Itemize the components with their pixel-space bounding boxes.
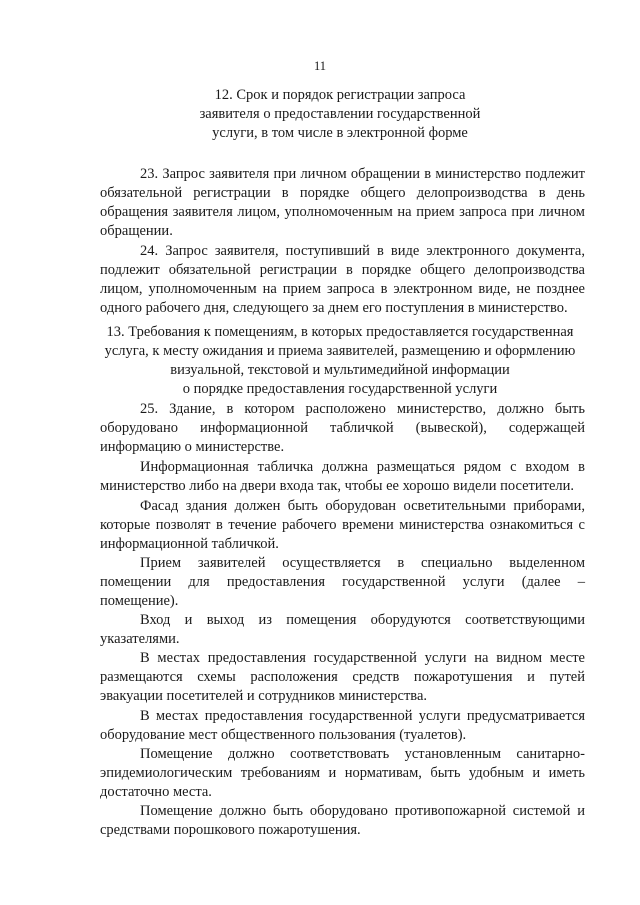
text-line: помещение). — [100, 593, 179, 609]
text-line: министерство либо на двери входа так, чтобы ее хорошо видели посетители. — [100, 478, 575, 494]
text-line: информационной табличкой. — [100, 536, 279, 552]
text-line: оборудовано информационной табличкой (вывеской), содержащей — [100, 420, 585, 436]
paragraph-entry-exit — [100, 611, 585, 649]
text-line: обращении. — [100, 223, 173, 239]
text-line: Фасад здания должен быть оборудован осветительными приборами, — [140, 498, 585, 514]
text-line: которые позволят в течение рабочего времени министерства ознакомиться с — [100, 517, 585, 533]
text-line: размещаются схемы расположения средств пожаротушения и путей — [100, 669, 585, 685]
heading-line: заявителя о предоставлении государственной — [199, 106, 481, 122]
paragraph-reception — [100, 554, 585, 611]
paragraph-public-facilities — [100, 707, 585, 745]
page-number: 11 — [313, 59, 327, 73]
text-line: Прием заявителей осуществляется в специально выделенном — [140, 555, 585, 571]
paragraph-sanitary — [100, 745, 585, 802]
text-line: одного рабочего дня, следующего за днем его поступления в министерство. — [100, 300, 568, 316]
text-line: подлежит обязательной регистрации в порядке общего делопроизводства — [100, 262, 585, 278]
text-line: лицом, уполномоченным на прием запроса в электронном виде, не позднее — [100, 281, 585, 297]
heading-line: услуги, в том числе в электронной форме — [212, 125, 468, 141]
text-line: эвакуации посетителей и сотрудников министерства. — [100, 688, 428, 704]
text-line: обязательной регистрации в порядке общего делопроизводства в день — [100, 185, 585, 201]
text-line: информацию о министерстве. — [100, 439, 285, 455]
text-line: В местах предоставления государственной услуги на видном месте — [140, 650, 585, 666]
text-line: Информационная табличка должна размещаться рядом с входом в — [140, 459, 585, 475]
text-line: Вход и выход из помещения оборудуются соответствующими — [140, 612, 585, 628]
text-line: достаточно места. — [100, 784, 212, 800]
text-line: оборудование мест общественного пользования (туалетов). — [100, 727, 467, 743]
paragraph-fire-protection — [100, 802, 585, 840]
section-13-heading — [60, 323, 620, 399]
paragraph-info-sign — [100, 458, 585, 496]
text-line: Помещение должно соответствовать установленным санитарно- — [140, 746, 585, 762]
paragraph-facade — [100, 497, 585, 554]
text-line: Помещение должно быть оборудовано противопожарной системой и — [140, 803, 585, 819]
text-line: эпидемиологическим требованиям и нормативам, быть удобным и иметь — [100, 765, 585, 781]
text-line: 23. Запрос заявителя при личном обращении в министерство подлежит — [140, 166, 585, 182]
text-line: указателями. — [100, 631, 180, 647]
text-line: 24. Запрос заявителя, поступивший в виде электронного документа, — [140, 243, 585, 259]
paragraph-evacuation-schemes — [100, 649, 585, 706]
heading-line: услуга, к месту ожидания и приема заявителей, размещению и оформлению — [104, 343, 576, 359]
heading-line: визуальной, текстовой и мультимедийной информации — [170, 362, 510, 378]
paragraph-24 — [100, 242, 585, 318]
heading-line: 13. Требования к помещениям, в которых предоставляется государственная — [106, 324, 574, 340]
text-line: помещении для предоставления государственной услуги (далее – — [100, 574, 585, 590]
section-12-heading — [60, 86, 620, 143]
paragraph-23 — [100, 165, 585, 241]
text-line: В местах предоставления государственной услуги предусматривается — [140, 708, 585, 724]
heading-line: о порядке предоставления государственной услуги — [182, 381, 498, 397]
text-line: обращения заявителя лицом, уполномоченным на прием запроса при личном — [100, 204, 585, 220]
paragraph-25 — [100, 400, 585, 457]
text-line: средствами порошкового пожаротушения. — [100, 822, 361, 838]
text-line: 25. Здание, в котором расположено министерство, должно быть — [140, 401, 585, 417]
heading-line: 12. Срок и порядок регистрации запроса — [214, 87, 466, 103]
